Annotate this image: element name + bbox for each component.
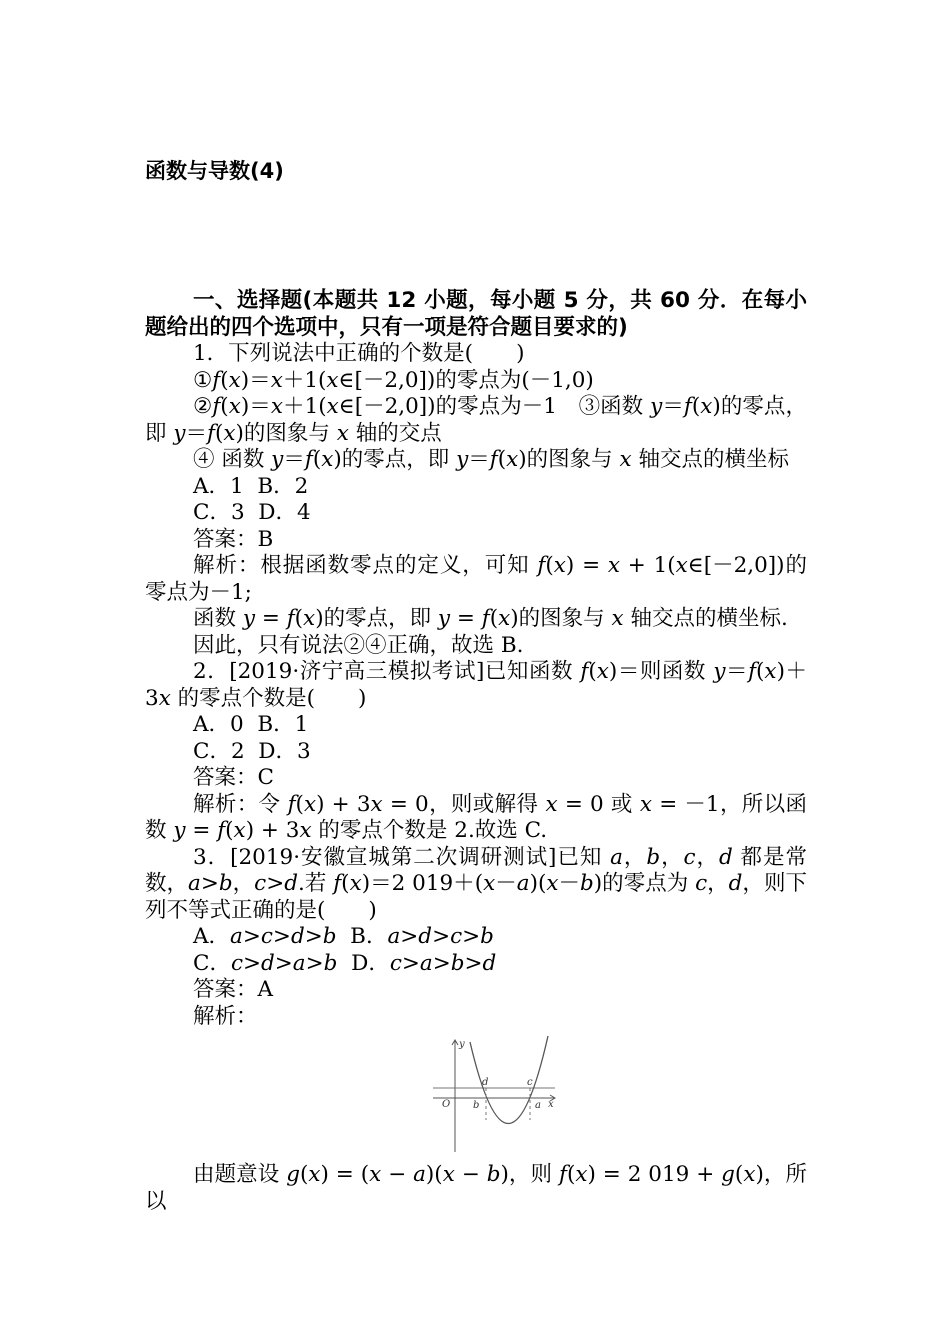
q1-statement-1: ①f(x)＝x＋1(x∈[－2,0])的零点为(－1,0) (193, 367, 594, 393)
q2-options-ab: A．0 B．1 (193, 712, 309, 737)
q1-explanation-1: 解析：根据函数零点的定义，可知 f(x) = x + 1(x∈[－2,0])的零点为－1; (145, 553, 808, 605)
page-title: 函数与导数(4) (145, 159, 284, 183)
q2-stem: 2．[2019·济宁高三模拟考试]已知函数 f(x)＝则函数 y＝f(x)＋3x 的零点个数是( ) (145, 659, 807, 711)
q2-options-cd: C．2 D．3 (193, 738, 311, 764)
q1-answer: 答案：B (193, 526, 274, 552)
section-heading: 一、选择题(本题共 12 小题，每小题 5 分，共 60 分．在每小题给出的四个选项中，只有一项是符合题目要求的) (145, 288, 807, 340)
parabola-figure (431, 1036, 561, 1156)
label-b: b (473, 1100, 480, 1111)
q3-options-ab: A．a>c>d>b B．a>d>c>b (193, 924, 494, 949)
q1-statement-2-3: ②f(x)＝x＋1(x∈[－2,0])的零点为－1 ③函数 y＝f(x)的零点，即 y＝f(x)的图象与 x 轴的交点 (145, 394, 807, 446)
label-origin: O (442, 1099, 451, 1110)
label-y: y (459, 1039, 465, 1050)
content (145, 288, 807, 1215)
label-a: a (535, 1100, 541, 1111)
q3-explanation-1: 由题意设 g(x) = (x − a)(x − b)，则 f(x) = 2 019 + g(x)，所以 (145, 1162, 807, 1214)
q3-explanation-label: 解析： (193, 1003, 258, 1029)
label-d: d (482, 1077, 489, 1088)
q1-options-ab: A．1 B．2 (193, 473, 309, 499)
label-c: c (527, 1077, 533, 1088)
q3-stem: 3．[2019·安徽宣城第二次调研测试]已知 a，b，c，d 都是常数，a>b，c>d.若 f(x)＝2 019＋(x－a)(x－b)的零点为 c，d，则下列不等式正确的是( ) (145, 844, 807, 923)
q3-answer: 答案：A (193, 977, 274, 1002)
q1-explanation-3: 因此，只有说法②④正确，故选 B. (193, 632, 524, 658)
q1-statement-4: ④ 函数 y＝f(x)的零点，即 y＝f(x)的图象与 x 轴交点的横坐标 (193, 447, 789, 472)
q1-options-cd: C．3 D．4 (193, 500, 311, 525)
q1-explanation-2: 函数 y = f(x)的零点，即 y = f(x)的图象与 x 轴交点的横坐标. (193, 606, 788, 631)
label-x: x (548, 1099, 554, 1110)
q2-answer: 答案：C (193, 765, 274, 790)
q1-stem: 1．下列说法中正确的个数是( ) (193, 341, 525, 366)
q3-options-cd: C．c>d>a>b D．c>a>b>d (193, 950, 497, 976)
q2-explanation: 解析：令 f(x) + 3x = 0，则或解得 x = 0 或 x = －1，所以函数 y = f(x) + 3x 的零点个数是 2.故选 C. (145, 791, 807, 843)
